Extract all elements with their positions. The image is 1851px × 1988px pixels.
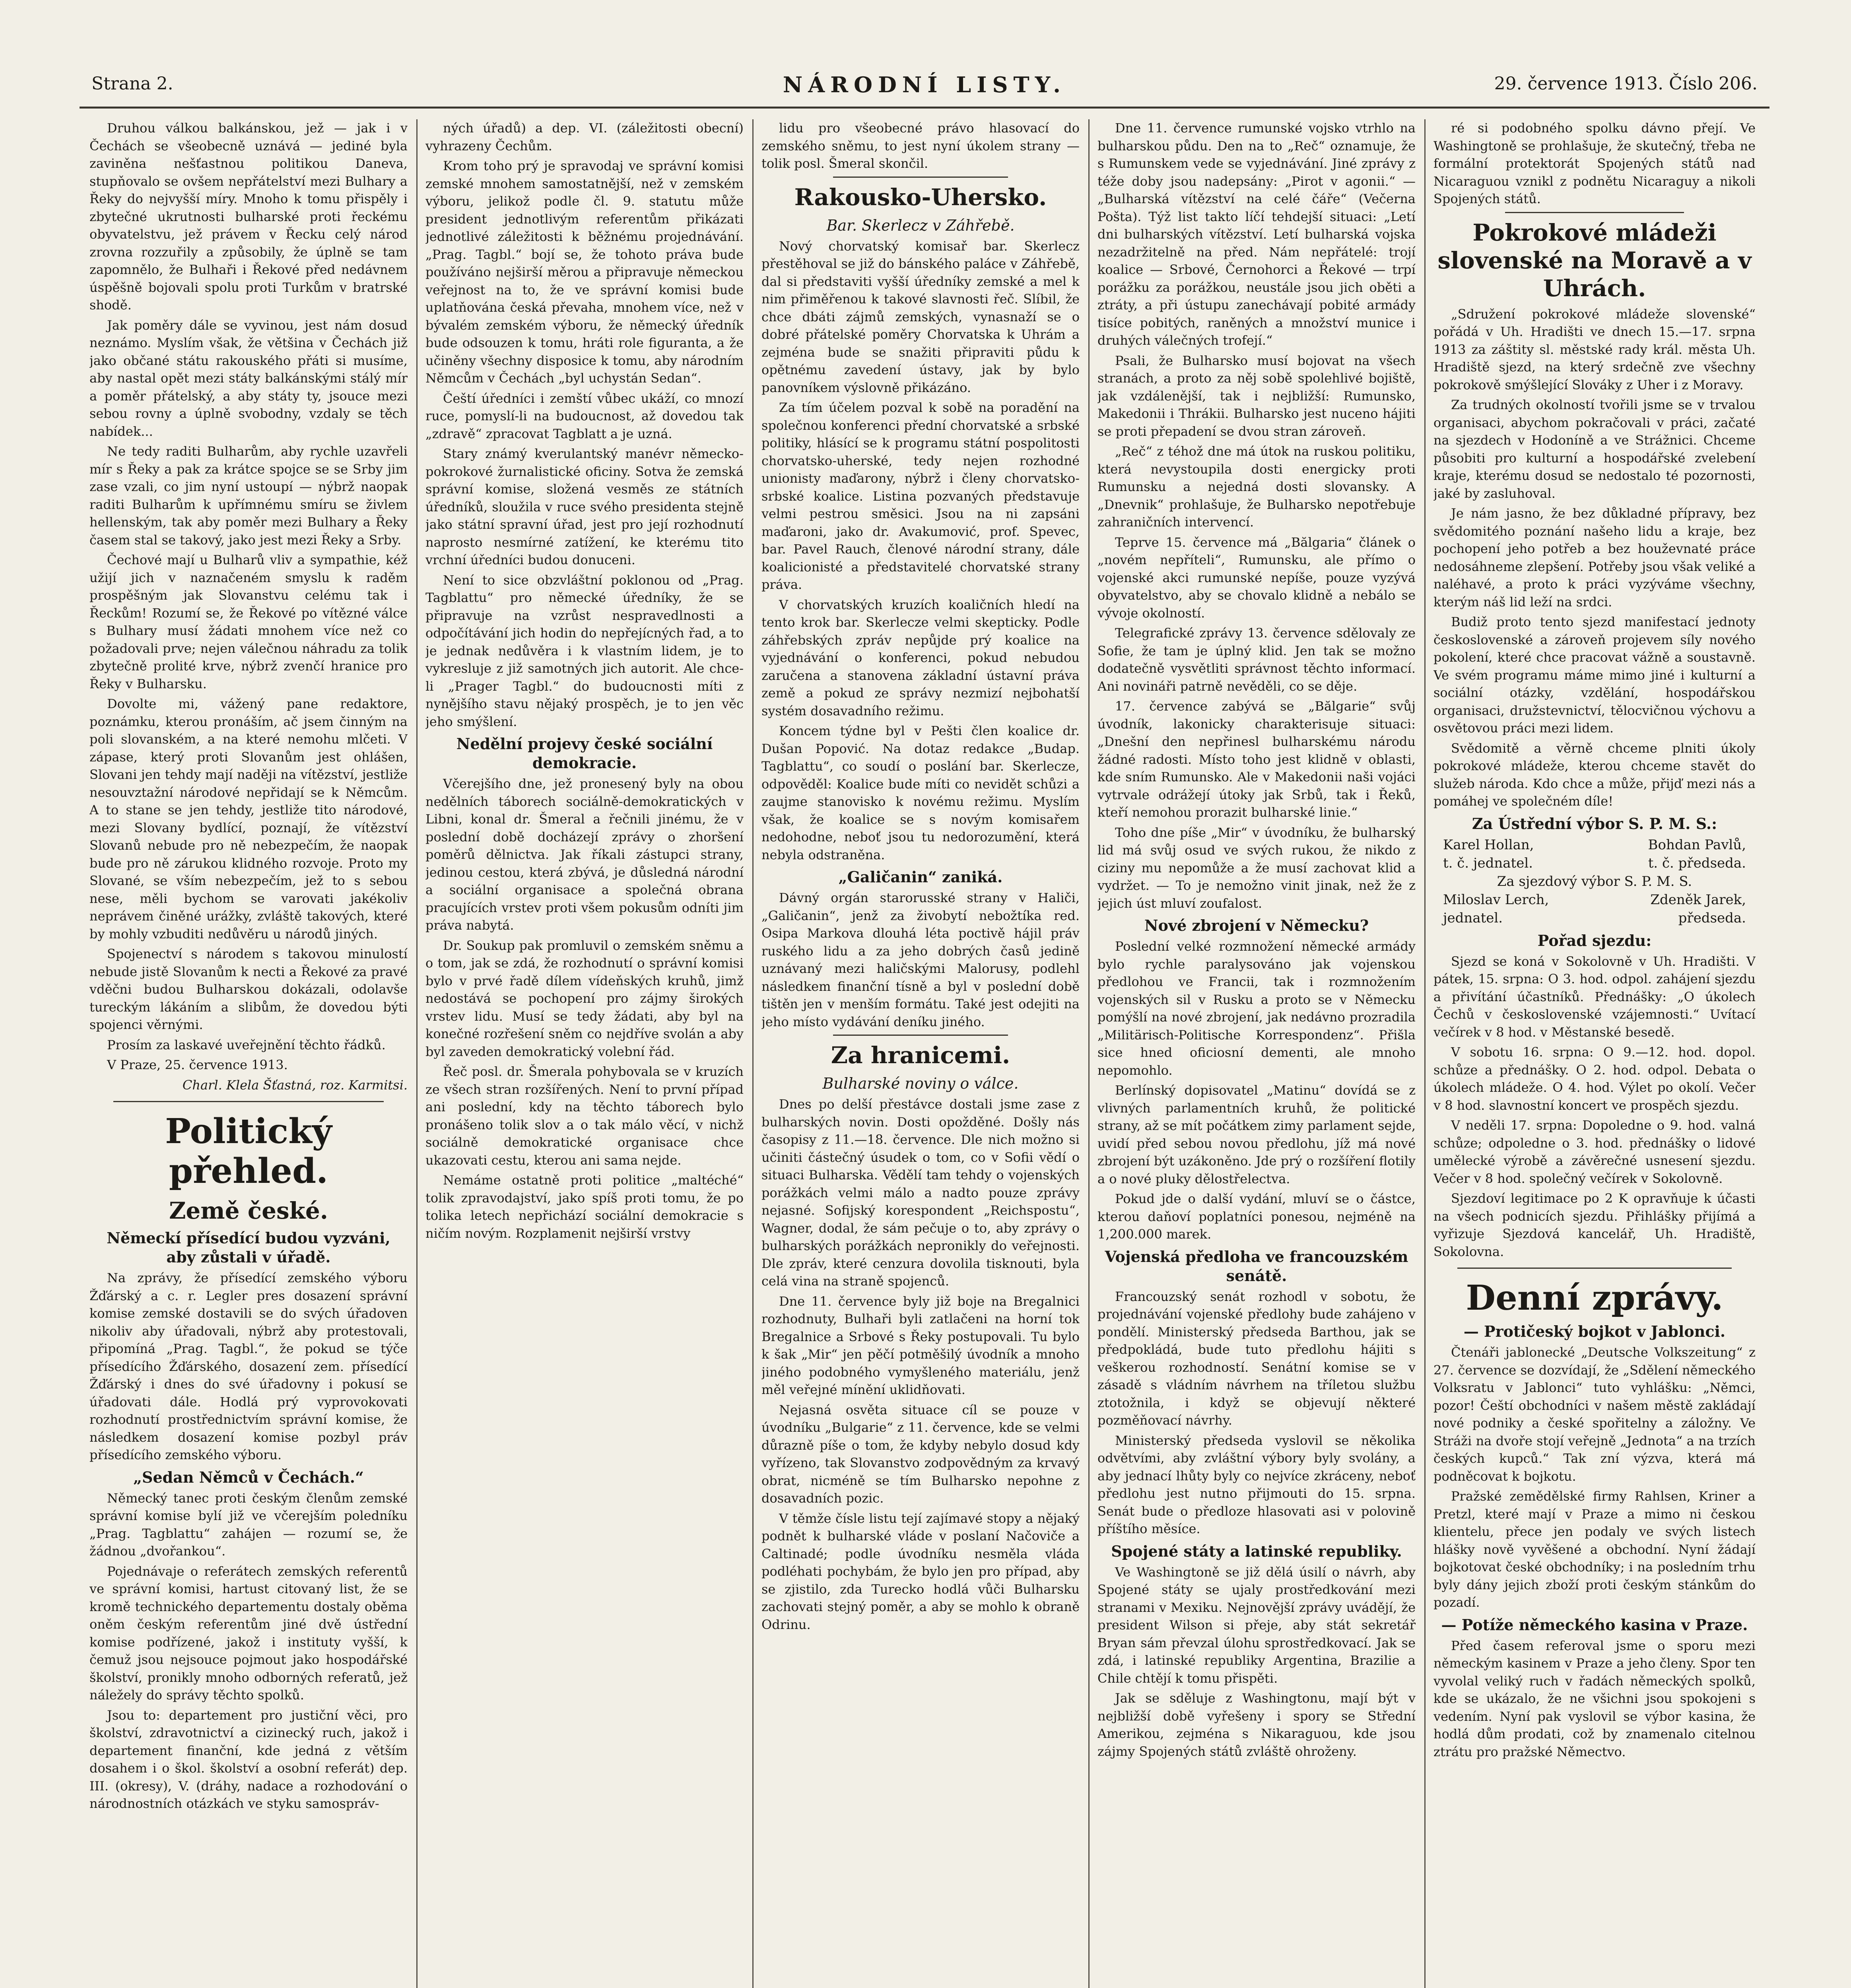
paragraph: ných úřadů) a dep. VI. (záležitosti obecní) vyhrazeny Čechům. (425, 120, 744, 153)
separator (113, 1101, 384, 1102)
place-date: V Praze, 25. července 1913. (107, 1057, 288, 1072)
paragraph: Dne 11. července byly již boje na Bregalnici rozhodnuty, Bulhaři byli zatlačeni na horní tok Bregalnice a Srbové s Řeky postupovali. Tu bylo k šak „Mir“ jen pěčí potměšilý úvodník a mnoho jiného podobného vymyšleného materiálu, jenž měl veřejné mínění uklidňovati. (761, 1293, 1080, 1397)
paragraph: Francouzský senát rozhodl v sobotu, že projednávání vojenské předlohy bude zahájeno v pondělí. Ministerský předseda Barthou, jak se předpokládá, bude tuto předlohu hájiti s veškerou rozhodností. Senátní komise se v zásadě s vládním návrhem na tříletou službu ztotožnila, i když se objevují některé pozměňovací návrhy. (1097, 1289, 1416, 1428)
section-title: Rakousko-Uhersko. (794, 183, 1047, 211)
paragraph: Nemáme ostatně proti politice „maltéché“ tolik zpravodajství, jako spíš proti tomu, že po tolika letech nepřichází sociální demokracie s ničím novým. Rozplamenit nejširší vrstvy (425, 1173, 744, 1241)
subsection-title: Země české. (169, 1197, 328, 1224)
article-title: „Galičanin“ zaniká. (838, 868, 1003, 886)
paragraph: Pražské zemědělské firmy Rahlsen, Kriner a Pretzl, které mají v Praze a mimo ni českou klientelu, přece jen podaly ve svých listech hlášky nově vyvěšené a obchodní. Nyní žádají bojkotovat české obchodníky; i na posledním trhu byly dány jejich zboží proti českým stánkům do pozadí. (1433, 1489, 1756, 1610)
column-divider (416, 119, 418, 1988)
signature-row (1433, 854, 1756, 872)
separator (833, 1035, 1008, 1036)
paragraph: 17. července zabývá se „Bălgarie“ svůj úvodník, lakonicky charakterisuje situaci: „Dnešní den nepřinesl bulharskému národu žádné radosti. Místo toho jest klidně v oblasti, kde sním Rumunsko. Ale v Makedonii naši vojáci vytrvale odrážejí útoky jak Srbů, tak i Řeků, kteří nemohou prorazit bulharské linie.“ (1097, 699, 1416, 820)
signatory-role: jednatel. (1443, 910, 1503, 926)
paragraph: Včerejšího dne, jež pronesený byly na obou nedělních táborech sociálně-demokratických v Libni, konal dr. Šmeral a řečnili jinému, že v poslední době docházejí zprávy o zhoršení poměrů dělnictva. Jak říkali zástupci strany, jedinou cestou, která zbývá, je důsledná národní a sociální organisace a společná obrana pracujících vrstev proti všem pokusům odníti jim práva nabytá. (425, 776, 744, 933)
paragraph: Před časem referoval jsme o sporu mezi německým kasinem v Praze a jeho členy. Spor ten vyvolal veliký ruch v řadách německých spolků, kde se ukázalo, že ne všichni jsou spokojeni s vedením. Nyní pak vyslovil se výbor kasina, že hodlá dům prodati, což by znamenalo citelnou ztrátu pro pražské Němectvo. (1433, 1638, 1756, 1759)
paragraph: Jak se sděluje z Washingtonu, mají být v nejbližší době vyřešeny i spory se Střední Amerikou, zejména s Nikaraguou, kde jsou zájmy Spojených států zvláště ohroženy. (1097, 1691, 1416, 1759)
signatory-role: t. č. jednatel. (1443, 855, 1533, 871)
column-4 (1097, 119, 1416, 1988)
paragraph: Za tím účelem pozval k sobě na poradění na společnou konferenci přední chorvatské a srbské politiky, hlásící se k programu státní pospolitosti chorvatsko-uherské, tedy nejen rozhodné unionisty maďarony, nýbrž i členy chorvatsko-srbské koalice. Listina pozvaných představuje velmi pestrou směsici. Jsou na ni zapsáni maďaroni, jako dr. Avakumović, prof. Spevec, bar. Pavel Rauch, členové národní strany, dále koalicionisté a představitelé chorvatské strany práva. (761, 400, 1080, 592)
committee-title: Za Ústřední výbor S. P. M. S.: (1472, 814, 1717, 833)
paragraph: Za trudných okolností tvořili jsme se v trvalou organisaci, abychom pokračovali v práci, začaté na sjezdech v Hodoníně a ve Strážnici. Chceme působiti pro kulturní a hospodářské zvelebení kraje, kterému dosud se nedostalo té pozornosti, jaké by zasluhoval. (1433, 397, 1756, 501)
section-title: Za hranicemi. (831, 1042, 1010, 1069)
paragraph: Dovolte mi, vážený pane redaktore, poznámku, kterou pronáším, ač jsem činným na poli slovanském, a na které nemohu mlčeti. V zápase, který proti Slovanům jest ohlášen, Slovani jen tehdy mají naději na vítězství, jestliže nesouvztažní národové nepřidají se k Němcům. A to stane se jen tehdy, jestliže tito národové, mezi Slovany bydlící, poznají, že vítězství Slovanů nebude pro ně nebezpečím, že naopak bude pro ně zárukou klidného rozvoje. Proto my Slované, se vším nebezpečím, jež to s sebou nese, měli bychom se varovati jakékoliv neprávem činěné urážky, zvláště takových, které by mohly vzbuditi nedůvěru u národů jiných. (89, 696, 408, 942)
paragraph: lidu pro všeobecné právo hlasovací do zemského sněmu, to jest nyní úkolem strany — tolik posl. Šmeral skončil. (761, 120, 1080, 171)
program-title: Pořad sjezdu: (1537, 931, 1652, 949)
paragraph: Jsou to: departement pro justiční věci, pro školství, zdravotnictví a cizinecký ruch, jakož i departement finanční, kde jedná z větším dosahem i o škol. školství a osobní referát) dep. III. (okresy), V. (dráhy, nadace a rozhodování o národnostních otázkách ve styku samospráv- (89, 1707, 408, 1811)
column-divider (1088, 119, 1090, 1988)
paragraph: Psali, že Bulharsko musí bojovat na všech stranách, a proto za něj sobě spolehlivé bojiště, jak vzdálenější, tak i nejbližší: Rumunsko, Makedonii i Thrákii. Bulharsko jest nuceno hájiti se proti přepadení se dvou stran zároveň. (1097, 353, 1416, 439)
article-title: Spojené státy a latinské republiky. (1111, 1542, 1402, 1560)
signatory-name: Zdeněk Jarek, (1650, 891, 1746, 908)
signatory-role: předseda. (1678, 910, 1746, 926)
separator (1505, 212, 1684, 213)
paragraph: Sjezd se koná v Sokolovně v Uh. Hradišti. V pátek, 15. srpna: O 3. hod. odpol. zahájení sjezdu a přivítání účastníků. Přednášky: „O úkolech Čechů v československé vzájemnosti.“ Uvítací večírek v 8 hod. v Městanské besedě. (1433, 953, 1756, 1040)
paragraph: Čtenáři jablonecké „Deutsche Volkszeitung“ z 27. července se dozvídají, že „Sdělení německého Volksratu v Jablonci“ tuto vyhlášku: „Němci, pozor! Čeští obchodníci v našem městě zakládají nové podniky a české spořitelny a záložny. Ve Stráži na dvoře stojí veřejně „Jednota“ a na trzích českých kupců.“ Tak zní výzva, která má podněcovat k bojkotu. (1433, 1345, 1756, 1484)
paragraph: Poslední velké rozmnožení německé armády bylo rychle paralysováno jak vojenskou předlohou ve Francii, tak i rozmnožením vojenských sil v Rusku a proto se v Německu pomýšlí na nové zbrojení, jak nedávno prozradila „Militärisch-Politische Korrespondenz“. Přišla sice hned oficiosní dementi, ale mnoho nepomohlo. (1097, 939, 1416, 1078)
signatory-name: Karel Hollan, (1443, 837, 1534, 853)
header-rule (80, 107, 1769, 109)
paragraph: Toho dne píše „Mir“ v úvodníku, že bulharský lid má svůj osud ve svých rukou, že nikdo z ciziny mu nepomůže a že musí zachovat klid a vydržet. — To je nemožno vinit jinak, než že z jejich úst mluví zoufalost. (1097, 825, 1416, 911)
paragraph: Ministerský předseda vyslovil se několika odvětvími, aby zvláštní výbory byly svolány, a aby jednací lhůty byly co nejvíce zkráceny, neboť předlohu jest nutno přijmouti do 15. srpna. Senát bude o předloze hlasovati asi v polovině příštího měsíce. (1097, 1433, 1416, 1536)
separator (833, 177, 1008, 178)
paragraph: ré si podobného spolku dávno přejí. Ve Washingtoně se prohlašuje, že skutečný, třeba ne formální protektorát Spojených států nad Nicaraguou vznikl z podnětu Nicaraguy a nikoli Spojených států. (1433, 120, 1756, 206)
column-divider (1424, 119, 1426, 1988)
article-title: Vojenská předloha ve francouzském senátě. (1105, 1247, 1408, 1285)
article-title: — Potíže německého kasina v Praze. (1441, 1615, 1748, 1634)
paragraph: Řeč posl. dr. Šmerala pohybovala se v kruzích ze všech stran rozšířených. Není to první případ ani poslední, kdy na těchto táborech bylo pronášeno tolik slov a o tak málo věcí, v nichž sociálně demokratické organisace chce ukazovati cestu, kterou ani sama nejde. (425, 1064, 744, 1168)
paragraph: Telegrafické zprávy 13. července sdělovaly ze Sofie, že tam je úplný klid. Jen tak se možno dodatečně vysvětliti správnost těchto informací. Ani novináři patrně nevěděli, co se děje. (1097, 625, 1416, 694)
column-2 (425, 119, 744, 1988)
paragraph: Dávný orgán starorusské strany v Haliči, „Galičanin“, jenž za živobytí nebožtíka red. Osipa Markova dlouhá léta poctivě hájil práv ruského lidu a za jeho dobrých časů jedině uznávaný mezi haličskými Malorusy, podlehl následkem finanční tísně a byl v poslední době tištěn jen v menším formátu. Také jest odejiti na jeho místo vydávání deníku jiného. (761, 890, 1080, 1029)
article-title: Nedělní projevy české sociální demokracie. (456, 735, 713, 772)
paragraph: „Sdružení pokrokové mládeže slovenské“ pořádá v Uh. Hradišti ve dnech 15.—17. srpna 1913 za záštity sl. městské rady král. města Uh. Hradiště sjezd, na který srdečně zve všechny pokrokově smýšlející Slováky z Uher i z Moravy. (1433, 306, 1756, 392)
paragraph: Spojenectví s národem s takovou minulostí nebude jistě Slovanům k necti a Řekové za pravé vděčni budou Bulharskou dokázali, odolavše tureckým lákáním a slibům, že dovedou býti spojenci věrnými. (89, 946, 408, 1032)
paragraph: Nový chorvatský komisař bar. Skerlecz přestěhoval se již do bánského paláce v Záhřebě, dal si představiti vyšší úředníky zemské a mel k nim přiměřenou k takové slavnosti řeč. Slíbil, že chce dbáti zájmů zemských, vynasnaží se o dobré přátelské poměry Chorvatska k Uhrám a zejména bude se snažiti připraviti půdu k opětnému zavedení ústavy, jak by bylo panovníkem výslovně přikázáno. (761, 238, 1080, 395)
paragraph: Není to sice obzvláštní poklonou od „Prag. Tagblattu“ pro německé úředníky, že se připravuje na vzrůst nespravedlnosti a odpočítávání jich hodin do nepřejícných řad, a to je jednak nedůvěra i k vlastním lidem, je to vykresluje z již samotných jich autorit. Ale chce-li „Prager Tagbl.“ do budoucnosti míti z nynějšího stavu nějaký prospěch, je to jen věc jeho smýšlení. (425, 572, 744, 729)
paragraph: Německý tanec proti českým členům zemské správní komise bylí již ve včerejším poledníku „Prag. Tagblattu“ zahájen — rozumí se, že žádnou „dvořankou“. (89, 1490, 408, 1559)
paragraph: Čeští úředníci i zemští vůbec ukáží, co mnozí ruce, pomyslí-li na budoucnost, až dovedou tak „zdravě“ zpracovat Tagblatt a je uzná. (425, 390, 744, 441)
paragraph: Berlínský dopisovatel „Matinu“ dovídá se z vlivných parlamentních kruhů, že politické strany, až se mít počátkem zimy parlament sejde, uvidí před sebou novou předlohu, jíž má nové zbrojení být uzákoněno. Jde prý o rozšíření flotily a o nové pluky dělostřelectva. (1097, 1083, 1416, 1186)
signatory-name: Miloslav Lerch, (1443, 891, 1549, 908)
signature: Charl. Klela Šťastná, roz. Karmitsi. (182, 1077, 408, 1093)
article-title: „Sedan Němců v Čechách.“ (133, 1468, 364, 1486)
paragraph: Jak poměry dále se vyvinou, jest nám dosud neznámo. Myslím však, že většina v Čechách již jako občané státu rakouského přáti si musíme, aby nastal opět mezi státy balkánskými stálý mír a poměr přátelský, a aby státy ty, jsouce mezi sebou rovny a úplně svobodny, vzdaly se těch nabídek... (89, 317, 408, 439)
section-title: Politický přehled. (165, 1111, 332, 1191)
committee-signatures (1433, 814, 1756, 927)
page-label: Strana 2. (91, 74, 173, 94)
paragraph: Dr. Soukup pak promluvil o zemském sněmu a o tom, jak se zdá, že rozhodnutí o správní komisi bylo v prvé řadě dílem vídeňských kruhů, jimž nedostává se pochopení pro zájmy širokých vrstev lidu. Musí se tedy žádati, aby byl na konečné rozřešení sněm co nejdříve svolán a aby byl zaveden demokratický volební řád. (425, 938, 744, 1059)
article-title: Bulharské noviny o válce. (822, 1075, 1019, 1092)
committee-subtitle: Za sjezdový výbor S. P. M. S. (1497, 873, 1692, 889)
signature-row (1433, 836, 1756, 854)
paragraph: Krom toho prý je spravodaj ve správní komisi zemské mnohem samostatnější, než v zemském výboru, jelikož podle čl. 9. statutu může president jednotlivým referentům přikázati jednotlivé záležitosti k běžnému projednávání. „Prag. Tagbl.“ bojí se, že tohoto práva bude používáno nejširší měrou a připravuje německou veřejnost na to, že ve správní komisi bude uplatňována česká převaha, mnohem více, než v bývalém zemském výboru, že německý úředník bude odsouzen k tomu, hráti role figuranta, a že učiněny všechny disposice k tomu, aby národním Němcům v Čechách „byl uchystán Sedan“. (425, 158, 744, 386)
paragraph: Dne 11. července rumunské vojsko vtrhlo na bulharskou půdu. Den na to „Reč“ oznamuje, že s Rumunskem vede se vyjednávání. Jiné zprávy z téže doby jsou nadepsány: „Pirot v agonii.“ — „Bulharská vítězství na celé čáře“ (Večerna Pošta). Týž list takto líčí tehdejší situaci: „Letí dni bulharských vítězství. Letí bulharská vojska nezadržitelně na před. Nám nepřátelé: trojí koalice — Srbové, Černohorci a Řekové — trpí porážku za porážkou, neustále jsou jich oběti a ztráty, a při ústupu zanechávají pobité armády tisíce pobitých, raněných a množství munice i druhých válečných trofejí.“ (1097, 120, 1416, 348)
paragraph: Ve Washingtoně se již dělá úsilí o návrh, aby Spojené státy se ujaly prostředkování mezi stranami v Mexiku. Nejnovější zprávy uvádějí, že president Wilson si přeje, aby stát sekretář Bryan sám převzal úlohu sprostředkovací. Jak se zdá, i latinské republiky Argentina, Brazilie a Chile chtějí k tomu přispěti. (1097, 1564, 1416, 1686)
signature-row (1433, 891, 1756, 909)
paragraph: V sobotu 16. srpna: O 9.—12. hod. dopol. schůze a přednášky. O 2. hod. odpol. Debata o úkolech mládeže. O 4. hod. Výlet po okolí. Večer v 8 hod. slavnostní koncert ve prospěch sjezdu. (1433, 1044, 1756, 1113)
paragraph: Budiž proto tento sjezd manifestací jednoty československé a zároveň projevem síly nového pokolení, které chce pracovat vážně a soustavně. Ve svém programu máme mimo jiné i kulturní a sociální otázky, vzdělání, hospodářskou organisaci, družstevnictví, tělocvičnou výchovu a osvětovou práci mezi lidem. (1433, 614, 1756, 736)
paragraph: Stary známý kverulantský manévr německo-pokrokové žurnalistické oficiny. Sotva že zemská správní komise, složená vesměs ze státních úředníků, sloužila v ruce svého presidenta stejně jako státní spravní úřad, jest pro její rozhodnutí naprosto nesmírné zatížení, ke kterému tito vrchní úředníci budou donuceni. (425, 446, 744, 567)
signatory-role: t. č. předseda. (1648, 855, 1746, 871)
paragraph: Koncem týdne byl v Pešti člen koalice dr. Dušan Popović. Na dotaz redakce „Budap. Tagblattu“, co soudí o poslání bar. Skerlecze, odpověděl: Koalice bude míti co nevidět schůzi a zaujme stanovisko k novému režimu. Myslím však, že koalice se s novým komisařem nedohodne, neboť jsou tu nedorozumění, která nebyla odstraněna. (761, 723, 1080, 862)
paragraph: Pokud jde o další vydání, mluví se o částce, kterou daňoví poplatníci ponesou, nejméně na 1,200.000 marek. (1097, 1191, 1416, 1242)
paragraph: Prosím za laskavé uveřejnění těchto řádků. (107, 1037, 386, 1052)
paragraph: Čechové mají u Bulharů vliv a sympathie, kéž užijí jich v naznačeném smyslu k raděm prospěšným jak Slovanstvu celému tak i Řeckům! Rozumí se, že Řekové po vítězné válce s Bulhary musí žádati mnohem více než co požadovali prve; nejen válečnou náhradu za tolik zbytečně prolité krve, nýbrž zvenčí hranice pro Řeky v Bulharsku. (89, 552, 408, 691)
paragraph: Druhou válkou balkánskou, jež — jak i v Čechách se všeobecně uznává — jediné byla zaviněna nešťastnou politikou Daneva, stupňovalo se ovšem nepřátelství mezi Bulhary a Řeky do nejvyšší míry. Mnoho k tomu přispěly i zbytečné ukrutnosti bulharské proti řeckému obyvatelstvu, jež právem v Řecku celý národ zrovna rozzuřily a způsobily, že úplně se tam zapomnělo, že Bulhaři i Řekové před nedávnem úspěšně bojovali spolu proti Turkům v bratrské shodě. (89, 120, 408, 313)
paragraph: Je nám jasno, že bez důkladné přípravy, bez svědomitého poznání našeho lidu a kraje, bez pochopení jeho potřeb a bez houževnaté práce nedosáhneme zlepšení. Potřeby jsou však veliké a naléhavé, a proto k práci vyzýváme všechny, kterým náš lid leží na srdci. (1433, 506, 1756, 610)
paragraph: Nejasná osvěta situace cíl se pouze v úvodníku „Bulgarie“ z 11. července, kde se velmi důrazně píše o tom, že kdyby nebylo dosud kdy vyřízeno, tak Slovanstvo zodpovědným za krvavý obrat, nicméně se tím Bulharsko nepohne z dosavadních pozic. (761, 1402, 1080, 1506)
article-title: — Protičeský bojkot v Jablonci. (1463, 1322, 1726, 1340)
column-3 (761, 119, 1080, 1988)
paragraph: V chorvatských kruzích koaličních hledí na tento krok bar. Skerlecze velmi skepticky. Podle záhřebských zpráv nepůjde prý koalice na vyjednávání o konferenci, pokud nebudou zaručena a stanovena základní ústavní práva země a pokud ze správy nezmizí nejbohatší systém dosavadního režimu. (761, 597, 1080, 718)
paragraph: Na zprávy, že přísedící zemského výboru Žďárský a c. r. Legler pres dosazení správní komise zemské dostavili se do svých úřadoven nikoliv aby úřadovali, nýbrž aby protestovali, připomíná „Prag. Tagbl.“, že pokud se týče přísedícího Žďárského, dosazení zem. přísedící Žďárský i dnes do své úřadovny i pokusí se úřadovati dále. Hodlá prý vyprovokovati rozhodnutí prostřednictvím správní komise, že následkem dosazení komise pozbyl práv přísedícího zemského výboru. (89, 1270, 408, 1462)
column-5 (1433, 119, 1756, 1988)
page-header (80, 74, 1769, 105)
paragraph: „Reč“ z téhož dne má útok na ruskou politiku, která nevystoupila dosti energicky proti Rumunsku a nejedná dosti slovansky. A „Dnevnik“ prohlašuje, že Bulharsko nepotřebuje zahraničních intervencí. (1097, 444, 1416, 530)
article-title: Nové zbrojení v Německu? (1144, 916, 1369, 934)
date-issue: 29. července 1913. Číslo 206. (1494, 74, 1758, 94)
article-title: Bar. Skerlecz v Záhřebě. (826, 216, 1015, 234)
signatory-name: Bohdan Pavlů, (1648, 837, 1746, 853)
separator (1457, 1268, 1732, 1269)
paragraph: V neděli 17. srpna: Dopoledne o 9. hod. valná schůze; odpoledne o 3. hod. přednášky o lidové umělecké výrobě a závěrečné usnesení sjezdu. Večer v 8 hod. společný večírek v Sokolovně. (1433, 1118, 1756, 1186)
paragraph: Pojednávaje o referátech zemských referentů ve správní komisi, hartust citovaný list, že se kromě technického departementu dostaly oběma oněm českým referentům jiné dvě ústřední komise podřízené, jakož i instituty vyšší, k čemuž jsou nejsouce pojmout jako hospodářské školství, pronikly mnoho odborných referatů, jež náležely do správy těchto spolků. (89, 1563, 408, 1703)
paragraph: Svědomitě a věrně chceme plniti úkoly pokrokové mládeže, kterou chceme stavět do služeb národa. Kdo chce a může, přijď mezi nás a pomáhej ve společném díle! (1433, 740, 1756, 809)
paragraph: Teprve 15. července má „Bălgaria“ článek o „novém nepříteli“, Rumunsku, ale přímo o vojenské akci rumunské nepíše, pouze vyzývá obyvatelstvo, aby se chovalo klidně a nebálo se vývoje okolností. (1097, 534, 1416, 621)
signature-row (1433, 909, 1756, 927)
paragraph: Dnes po delší přestávce dostali jsme zase z bulharských novin. Dosti opožděné. Došly nás časopisy z 11.—18. července. Dle nich možno si učiniti částečný úsudek o tom, co v Sofii vědí o situaci Bulharska. Vědělí tam tehdy o vojenských porážkách velmi málo a nadto pouze zprávy nejasné. Sofijský korespondent „Reichspostu“, Wagner, dodal, že sám pečuje o to, aby zprávy o bulharských porážkách nepronikly do veřejnosti. Dle zpráv, které cenzura dovolila tisknouti, byla celá vina na straně spojenců. (761, 1097, 1080, 1289)
paragraph: V těmže čísle listu tejí zajímavé stopy a nějaký podnět k bulharské vláde v poslaní Načoviče a Caltinadé; podle úvodníku nesměla vláda podléhati pochybám, že bylo jen pro případ, aby se zjistilo, zda Turecko hodlá vůči Bulharsku zachovati stejný poměr, a aby se mohlo k obraně Odrinu. (761, 1510, 1080, 1632)
section-title: Denní zprávy. (1466, 1278, 1723, 1318)
column-1 (89, 119, 408, 1988)
paragraph: Sjezdoví legitimace po 2 K opravňuje k účasti na všech podnicích sjezdu. Přihlášky přijímá a vyřizuje Sjezdová kancelář, Uh. Hradiště, Sokolovna. (1433, 1191, 1756, 1259)
article-title: Pokrokové mládeži slovenské na Moravě a v Uhrách. (1437, 219, 1752, 302)
paragraph: Ne tedy raditi Bulharům, aby rychle uzavřeli mír s Řeky a pak za krátce spojce se se Srby jim zase vzali, co jim nyní ustoupí — nýbrž naopak raditi Bulharům k upřímnému smíru se živlem hellenským, tak aby poměr mezi Bulhary a Řeky časem stal se takový, jako jest mezi Řeky a Srby. (89, 444, 408, 547)
column-divider (752, 119, 754, 1988)
article-title: Německí přísedící budou vyzváni, aby zůstali v úřadě. (107, 1229, 390, 1266)
masthead: NÁRODNÍ LISTY. (783, 72, 1066, 97)
